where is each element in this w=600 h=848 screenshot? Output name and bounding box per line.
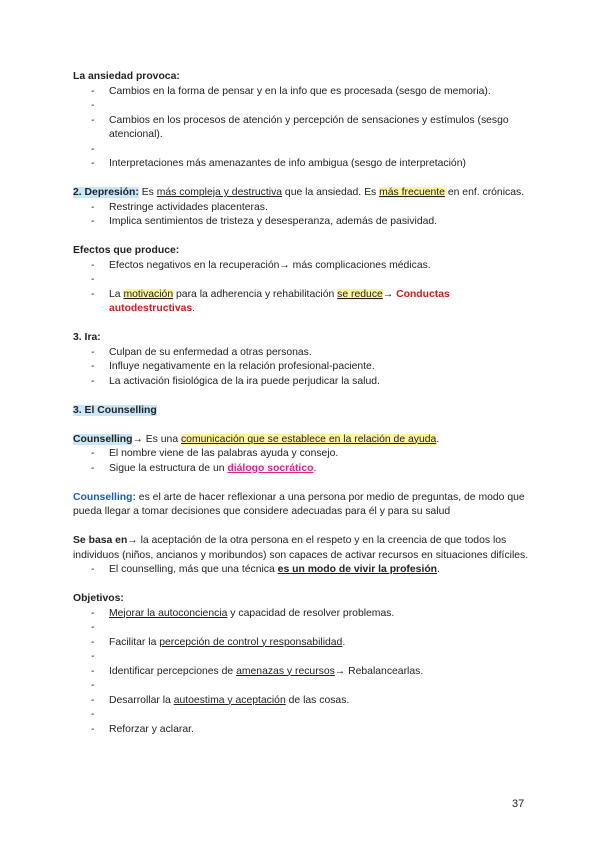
list-item: - El nombre viene de las palabras ayuda y consejo. <box>73 447 533 462</box>
underlined-text: más compleja y destructiva <box>156 187 283 198</box>
section-title-ira: 3. Ira: <box>73 332 101 343</box>
text: Facilitar la <box>109 636 160 648</box>
list-item: - Cambios en los procesos de atención y percepción de sensaciones y estímulos (sesgo atencional). <box>73 114 533 143</box>
ira-list <box>73 346 533 390</box>
blue-term: Counselling: <box>73 491 136 503</box>
list-item: - Culpan de su enfermedad a otras personas. <box>73 346 533 361</box>
underlined-text: Mejorar la autoconciencia <box>109 607 228 619</box>
section-title-depresion: 2. Depresión: <box>73 187 139 198</box>
text: La <box>109 288 124 300</box>
text: en enf. crónicas. <box>444 187 525 198</box>
list-item <box>73 665 533 680</box>
text: . <box>192 303 196 314</box>
list-item <box>73 694 533 709</box>
spacer <box>73 708 533 723</box>
list-item: - Efectos negativos en la recuperación→ más complicaciones médicas. <box>73 259 533 274</box>
spacer <box>73 650 533 665</box>
text: → la aceptación de la otra persona en el respeto y en la creencia de que todos los individuos (niños, ancianos y moribundos) son capaces de activar recursos en situaciones difíciles. <box>73 535 529 561</box>
section-title-objetivos: Objetivos: <box>73 593 124 604</box>
list-item: - Interpretaciones más amenazantes de info ambigua (sesgo de interpretación) <box>73 157 533 172</box>
highlighted-text: se reduce <box>337 288 383 300</box>
page-number: 37 <box>512 798 525 810</box>
text: es el arte de hacer reflexionar a una persona por medio de preguntas, de modo que pueda llegar a tomar decisiones que considere adecuadas para él y para su salud <box>73 491 525 517</box>
text: que la ansiedad. Es <box>282 187 380 198</box>
se-basa-list <box>73 563 533 578</box>
list-item: - Influye negativamente en la relación profesional-paciente. <box>73 360 533 375</box>
counselling-list <box>73 447 533 476</box>
depresion-list <box>73 201 533 230</box>
list-item <box>73 636 533 651</box>
lead-term: Counselling <box>73 433 133 445</box>
list-item: - Cambios en la forma de pensar y en la info que es procesada (sesgo de memoria). <box>73 85 533 100</box>
page-content <box>73 70 533 737</box>
text: . <box>313 462 317 474</box>
section-title-efectos: Efectos que produce: <box>73 245 180 256</box>
se-basa-en-paragraph <box>73 534 533 563</box>
text: → Rebalancearlas. <box>334 665 424 677</box>
text: para la adherencia y rehabilitación <box>173 288 338 300</box>
pink-text: diálogo socrático <box>227 462 314 474</box>
list-item <box>73 607 533 622</box>
list-item: - Implica sentimientos de tristeza y desesperanza, además de pasividad. <box>73 215 533 230</box>
red-text: Conductas autodestructivas <box>109 288 450 314</box>
section-title-ansiedad: La ansiedad provoca: <box>73 71 180 82</box>
spacer <box>73 99 533 114</box>
text: El counselling, más que una técnica <box>109 564 278 575</box>
bold-term: Se basa en <box>73 535 128 546</box>
highlighted-text: motivación <box>123 288 174 300</box>
section-heading-counselling: 3. El Counselling <box>73 404 157 416</box>
underlined-text: autoestima y aceptación <box>173 694 286 706</box>
underlined-text: percepción de control y responsabilidad <box>159 636 343 648</box>
text: . <box>437 564 440 575</box>
text: → Es una <box>132 433 181 445</box>
text: y capacidad de resolver problemas. <box>227 607 395 619</box>
text: Es <box>138 187 157 198</box>
text: → <box>382 288 397 300</box>
objetivos-list <box>73 607 533 738</box>
spacer <box>73 621 533 636</box>
list-item <box>73 288 533 317</box>
list-item <box>73 563 533 578</box>
underlined-text: amenazas y recursos <box>236 665 335 677</box>
highlighted-text: más frecuente <box>379 187 445 198</box>
highlighted-text: comunicación que se establece en la relación de ayuda <box>180 433 437 445</box>
ansiedad-list <box>73 85 533 172</box>
text: de las cosas. <box>285 694 350 706</box>
text: Desarrollar la <box>109 694 174 706</box>
counselling-paragraph <box>73 491 533 520</box>
list-item: - La activación fisiológica de la ira puede perjudicar la salud. <box>73 375 533 390</box>
list-item: - Restringe actividades placenteras. <box>73 201 533 216</box>
counselling-definition <box>73 433 533 448</box>
text: . <box>342 636 346 648</box>
text: . <box>436 433 440 445</box>
depresion-paragraph <box>73 186 533 201</box>
list-item <box>73 462 533 477</box>
text: Identificar percepciones de <box>109 665 237 677</box>
spacer <box>73 143 533 158</box>
list-item: - Reforzar y aclarar. <box>73 723 533 738</box>
bold-underlined-text: es un modo de vivir la profesión <box>277 564 438 575</box>
spacer <box>73 273 533 288</box>
spacer <box>73 679 533 694</box>
text: Sigue la estructura de un <box>109 462 228 474</box>
efectos-list <box>73 259 533 317</box>
